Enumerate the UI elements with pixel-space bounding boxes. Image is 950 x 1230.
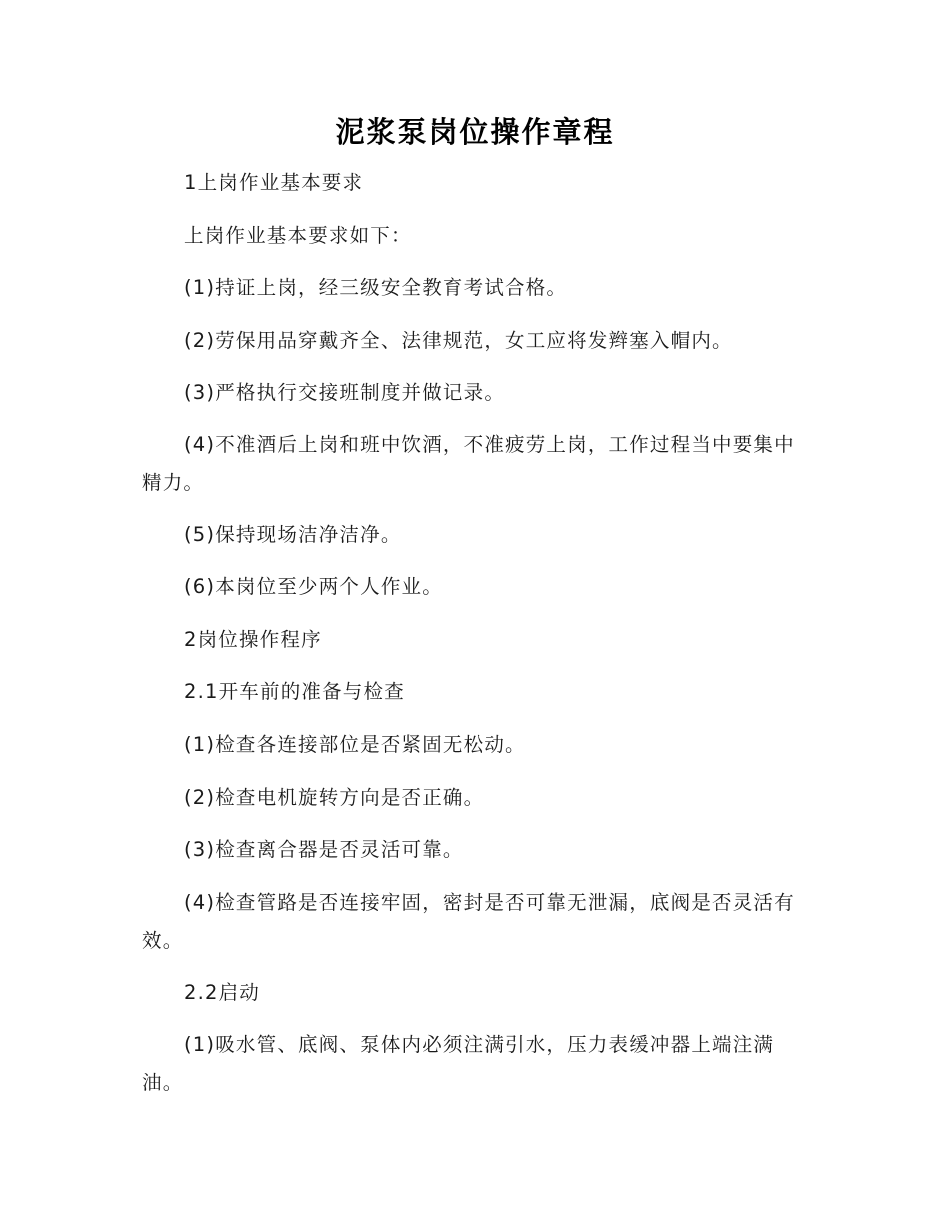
section-heading: 2岗位操作程序	[184, 628, 322, 651]
document-title: 泥浆泵岗位操作章程	[335, 115, 615, 149]
list-item: (4)不准酒后上岗和班中饮酒，不准疲劳上岗，工作过程当中要集中精力。	[142, 433, 795, 494]
list-item: (4)检查管路是否连接牢固，密封是否可靠无泄漏，底阀是否灵活有效。	[142, 891, 795, 952]
subsection-heading: 2.2启动	[184, 981, 261, 1004]
list-item: (1)检查各连接部位是否紧固无松动。	[184, 733, 526, 756]
list-item: (6)本岗位至少两个人作业。	[184, 575, 443, 598]
list-item: (2)检查电机旋转方向是否正确。	[184, 786, 485, 809]
list-item: (5)保持现场洁净洁净。	[184, 523, 402, 546]
section-heading: 1上岗作业基本要求	[184, 171, 364, 194]
list-item: (2)劳保用品穿戴齐全、法律规范，女工应将发辫塞入帽内。	[184, 329, 733, 352]
list-item: (3)严格执行交接班制度并做记录。	[184, 381, 506, 404]
list-item: (1)吸水管、底阀、泵体内必须注满引水，压力表缓冲器上端注满油。	[142, 1033, 775, 1094]
paragraph: 上岗作业基本要求如下：	[184, 224, 412, 247]
subsection-heading: 2.1开车前的准备与检查	[184, 680, 405, 703]
list-item: (3)检查离合器是否灵活可靠。	[184, 838, 464, 861]
list-item: (1)持证上岗，经三级安全教育考试合格。	[184, 276, 568, 299]
